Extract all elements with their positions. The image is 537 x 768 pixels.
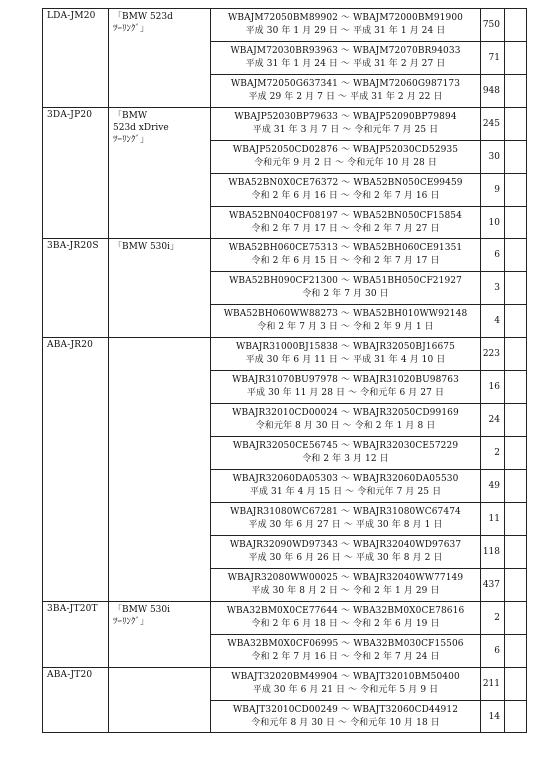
- vehicle-count-cell: 245: [481, 108, 505, 141]
- model-code-cell: 3BA-JT20T: [43, 602, 109, 668]
- production-date-text: 令和 2 年 7 月 17 日 ～ 令和 2 年 7 月 27 日: [251, 223, 440, 234]
- remarks-cell: [505, 305, 527, 338]
- remarks-cell: [505, 536, 527, 569]
- remarks-cell: [505, 371, 527, 404]
- vehicle-name-cell: 「BMW 523d ﾂｰﾘﾝｸﾞ」: [109, 9, 211, 108]
- remarks-cell: [505, 108, 527, 141]
- vin-range-text: WBA52BH060WW88273 ～ WBA52BH010WW92148: [223, 309, 468, 319]
- table-row: [43, 602, 527, 635]
- vin-range-cell: [211, 701, 481, 733]
- vin-range-text: WBAJP52030BP79633 ～ WBAJP52090BP79894: [234, 112, 457, 122]
- production-date-text: 平成 30 年 6 月 21 日 ～ 令和元年 5 月 9 日: [252, 685, 439, 695]
- vehicle-count-cell: 16: [481, 371, 505, 404]
- production-date-text: 令和元年 9 月 2 日 ～ 令和元年 10 月 28 日: [254, 158, 437, 168]
- remarks-cell: [505, 42, 527, 75]
- remarks-cell: [505, 470, 527, 503]
- vin-range-cell: [211, 470, 481, 503]
- vehicle-count-cell: 2: [481, 602, 505, 635]
- remarks-cell: [505, 437, 527, 470]
- vin-range-cell: [211, 272, 481, 305]
- production-date-text: 令和 2 年 3 月 12 日: [302, 454, 389, 464]
- production-date-text: 令和 2 年 7 月 16 日 ～ 令和 2 年 7 月 24 日: [251, 652, 440, 662]
- remarks-cell: [505, 635, 527, 668]
- production-date-text: 令和元年 8 月 30 日 ～ 令和 2 年 1 月 8 日: [255, 421, 436, 431]
- vin-range-text: WBAJR32060DA05303 ～ WBAJR32060DA05530: [232, 474, 459, 484]
- vin-range-cell: [211, 305, 481, 338]
- vehicle-count-cell: 30: [481, 141, 505, 174]
- table-row: [43, 9, 527, 42]
- production-date-text: 令和 2 年 6 月 18 日 ～ 令和 2 年 6 月 19 日: [251, 619, 440, 629]
- vehicle-count-cell: 49: [481, 470, 505, 503]
- production-date-text: 平成 30 年 1 月 29 日 ～ 平成 31 年 1 月 24 日: [245, 26, 446, 36]
- production-date-text: 平成 31 年 3 月 7 日 ～ 令和元年 7 月 25 日: [252, 125, 439, 135]
- vehicle-count-cell: 4: [481, 305, 505, 338]
- production-date-text: 平成 31 年 4 月 15 日 ～ 令和元年 7 月 25 日: [249, 487, 442, 497]
- vehicle-name-cell: [109, 338, 211, 602]
- vehicle-count-cell: 948: [481, 75, 505, 108]
- production-date-text: 令和 2 年 7 月 3 日 ～ 令和 2 年 9 月 1 日: [257, 322, 434, 332]
- vin-range-text: WBA52BN0X0CE76372 ～ WBA52BN050CE99459: [228, 178, 463, 188]
- vin-range-cell: [211, 207, 481, 239]
- vin-range-text: WBAJT32020BM49904 ～ WBAJT32010BM50400: [231, 672, 460, 682]
- vin-range-cell: [211, 668, 481, 701]
- vin-range-text: WBAJM72050G637341 ～ WBAJM72060G987173: [230, 79, 461, 89]
- vin-range-cell: [211, 108, 481, 141]
- vin-range-text: WBAJR32090WD97343 ～ WBAJR32040WD97637: [229, 540, 462, 550]
- vehicle-count-cell: 211: [481, 668, 505, 701]
- model-code-cell: 3DA-JP20: [43, 108, 109, 239]
- vehicle-count-cell: 2: [481, 437, 505, 470]
- table-row: [43, 108, 527, 141]
- remarks-cell: [505, 207, 527, 239]
- production-date-text: 令和 2 年 7 月 30 日: [302, 289, 389, 299]
- vin-range-text: WBAJM72030BR93963 ～ WBAJM72070BR94033: [230, 46, 461, 56]
- model-code-cell: LDA-JM20: [43, 9, 109, 108]
- production-date-text: 平成 31 年 1 月 24 日 ～ 平成 31 年 2 月 27 日: [245, 59, 446, 69]
- production-date-text: 令和 2 年 6 月 15 日 ～ 令和 2 年 7 月 17 日: [251, 256, 440, 266]
- vin-range-cell: [211, 141, 481, 174]
- vehicle-count-cell: 11: [481, 503, 505, 536]
- vin-range-text: WBA32BM0X0CE77644 ～ WBA32BM0X0CE78616: [226, 606, 465, 616]
- vin-range-text: WBAJR31070BU97978 ～ WBAJR31020BU98763: [232, 375, 459, 385]
- table-row: [43, 338, 527, 371]
- vehicle-count-cell: 750: [481, 9, 505, 42]
- model-code-cell: 3BA-JR20S: [43, 239, 109, 338]
- vin-range-text: WBAJR32080WW00025 ～ WBAJR32040WW77149: [227, 573, 464, 583]
- vehicle-name-cell: [109, 668, 211, 733]
- remarks-cell: [505, 272, 527, 305]
- vehicle-name-cell: 「BMW 530i」: [109, 239, 211, 338]
- vehicle-count-cell: 24: [481, 404, 505, 437]
- vehicle-name-cell: 「BMW 530i ﾂｰﾘﾝｸﾞ」: [109, 602, 211, 668]
- vin-range-text: WBAJT32010CD00249 ～ WBAJT32060CD44912: [232, 704, 459, 715]
- vin-range-cell: [211, 75, 481, 108]
- vin-range-cell: [211, 404, 481, 437]
- remarks-cell: [505, 701, 527, 733]
- model-code-cell: ABA-JR20: [43, 338, 109, 602]
- vehicle-count-cell: 118: [481, 536, 505, 569]
- vin-range-text: WBA52BH090CF21300 ～ WBA51BH050CF21927: [229, 276, 462, 286]
- vin-range-cell: [211, 371, 481, 404]
- vehicle-count-cell: 6: [481, 239, 505, 272]
- vehicle-count-cell: 14: [481, 701, 505, 733]
- remarks-cell: [505, 338, 527, 371]
- vehicle-count-cell: 437: [481, 569, 505, 602]
- vin-range-text: WBAJP52050CD02876 ～ WBAJP52030CD52935: [232, 145, 459, 155]
- production-date-text: 平成 30 年 11 月 28 日 ～ 令和元年 6 月 27 日: [246, 388, 445, 398]
- vin-range-cell: [211, 635, 481, 668]
- remarks-cell: [505, 75, 527, 108]
- production-date-text: 平成 30 年 8 月 2 日 ～ 令和 2 年 1 月 29 日: [251, 586, 440, 596]
- production-date-text: 令和 2 年 6 月 16 日 ～ 令和 2 年 7 月 16 日: [251, 191, 440, 201]
- vin-range-text: WBAJM72050BM89902 ～ WBAJM72000BM91900: [228, 13, 463, 23]
- vehicle-count-cell: 9: [481, 174, 505, 207]
- vin-range-text: WBAJR31080WC67281 ～ WBAJR31080WC67474: [230, 507, 461, 517]
- vin-range-text: WBAJR31000BJ15838 ～ WBAJR32050BJ16675: [236, 342, 455, 352]
- vin-range-cell: [211, 174, 481, 207]
- vin-range-text: WBA52BN040CF08197 ～ WBA52BN050CF15854: [229, 210, 462, 221]
- vehicle-count-cell: 6: [481, 635, 505, 668]
- remarks-cell: [505, 668, 527, 701]
- vin-range-cell: [211, 602, 481, 635]
- vehicle-count-cell: 3: [481, 272, 505, 305]
- vin-range-cell: [211, 239, 481, 272]
- production-date-text: 平成 30 年 6 月 26 日 ～ 平成 30 年 8 月 2 日: [248, 553, 443, 563]
- remarks-cell: [505, 174, 527, 207]
- production-date-text: 平成 30 年 6 月 27 日 ～ 平成 30 年 8 月 1 日: [248, 520, 443, 530]
- table-row: [43, 668, 527, 701]
- vin-range-text: WBAJR32050CE56745 ～ WBAJR32030CE57229: [232, 441, 459, 451]
- remarks-cell: [505, 239, 527, 272]
- vin-range-text: WBA52BH060CE75313 ～ WBA52BH060CE91351: [228, 243, 463, 253]
- remarks-cell: [505, 602, 527, 635]
- vin-range-cell: [211, 569, 481, 602]
- vin-range-cell: [211, 9, 481, 42]
- production-date-text: 平成 29 年 2 月 7 日 ～ 平成 31 年 2 月 22 日: [248, 92, 443, 102]
- remarks-cell: [505, 404, 527, 437]
- production-date-text: 令和元年 8 月 30 日 ～ 令和元年 10 月 18 日: [251, 717, 440, 728]
- recall-table: [42, 8, 527, 733]
- remarks-cell: [505, 569, 527, 602]
- model-code-cell: ABA-JT20: [43, 668, 109, 733]
- vin-range-cell: [211, 437, 481, 470]
- vehicle-count-cell: 71: [481, 42, 505, 75]
- vin-range-text: WBA32BM0X0CF06995 ～ WBA32BM030CF15506: [227, 639, 464, 649]
- vehicle-name-cell: 「BMW 523d xDrive ﾂｰﾘﾝｸﾞ」: [109, 108, 211, 239]
- remarks-cell: [505, 503, 527, 536]
- remarks-cell: [505, 141, 527, 174]
- recall-table-body: [43, 9, 527, 733]
- production-date-text: 平成 30 年 6 月 11 日 ～ 平成 31 年 4 月 10 日: [245, 355, 446, 365]
- remarks-cell: [505, 9, 527, 42]
- vehicle-count-cell: 223: [481, 338, 505, 371]
- vin-range-text: WBAJR32010CD00024 ～ WBAJR32050CD99169: [232, 408, 459, 418]
- vehicle-count-cell: 10: [481, 207, 505, 239]
- vin-range-cell: [211, 42, 481, 75]
- vin-range-cell: [211, 503, 481, 536]
- table-row: [43, 239, 527, 272]
- vin-range-cell: [211, 338, 481, 371]
- vin-range-cell: [211, 536, 481, 569]
